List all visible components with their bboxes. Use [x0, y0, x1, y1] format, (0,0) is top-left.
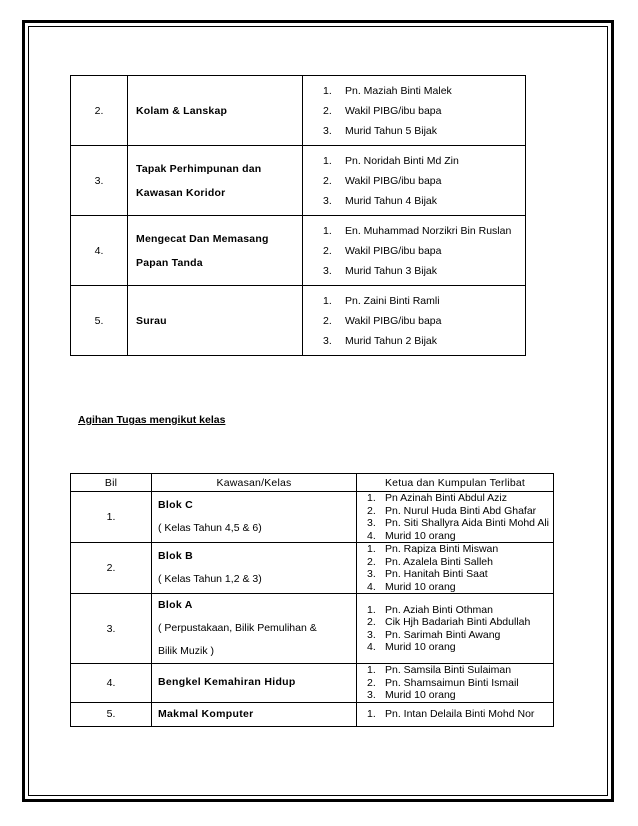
- area-name: Blok B: [158, 550, 194, 562]
- list-item: [323, 81, 525, 101]
- list-number: 1.: [323, 225, 332, 237]
- area-line: Kawasan Koridor: [136, 186, 226, 199]
- people-cell: [357, 594, 554, 664]
- people-cell: [303, 216, 526, 286]
- row-number: 2.: [71, 543, 152, 594]
- list-number: 1.: [323, 295, 332, 307]
- list-text: Murid Tahun 5 Bijak: [345, 125, 438, 137]
- table-row: [71, 492, 554, 543]
- area-line: Papan Tanda: [136, 256, 203, 269]
- list-text: Pn. Maziah Binti Malek: [345, 85, 452, 97]
- list-item: [367, 689, 553, 702]
- area-line: Mengecat Dan Memasang: [136, 232, 269, 245]
- list-number: 2.: [367, 504, 376, 517]
- list-item: [367, 641, 553, 654]
- list-item: [323, 171, 525, 191]
- list-item: [323, 101, 525, 121]
- header-kawasan: Kawasan/Kelas: [152, 474, 357, 492]
- list-text: Pn Azinah Binti Abdul Aziz: [385, 492, 507, 504]
- people-cell: [303, 146, 526, 216]
- area-cell: [128, 286, 303, 356]
- area-cell: [152, 664, 357, 703]
- list-text: Pn. Aziah Binti Othman: [385, 603, 493, 616]
- list-number: 2.: [323, 315, 332, 327]
- header-bil: Bil: [71, 474, 152, 492]
- list-text: Pn. Siti Shallyra Aida Binti Mohd Ali: [385, 517, 550, 529]
- area-name: Blok A: [158, 599, 193, 611]
- row-number: 5.: [71, 286, 128, 356]
- duty-table-area: [70, 75, 526, 356]
- row-number: 4.: [71, 216, 128, 286]
- list-item: [367, 505, 553, 518]
- list-item: [367, 517, 553, 530]
- list-number: 3.: [323, 125, 332, 137]
- area-name: Blok C: [158, 499, 194, 511]
- section-heading: Agihan Tugas mengikut kelas: [78, 414, 226, 426]
- list-text: Wakil PIBG/ibu bapa: [345, 175, 442, 187]
- list-number: 3.: [367, 689, 376, 701]
- people-cell: [357, 664, 554, 703]
- list-text: Pn. Noridah Binti Md Zin: [345, 155, 459, 167]
- list-item: [367, 664, 553, 677]
- area-desc: ( Perpustakaan, Bilik Pemulihan &: [158, 622, 317, 634]
- list-number: 2.: [367, 555, 376, 568]
- people-cell: [357, 492, 554, 543]
- list-text: Pn. Samsila Binti Sulaiman: [385, 664, 512, 676]
- area-line: Kolam & Lanskap: [136, 104, 228, 117]
- list-text: Pn. Rapiza Binti Miswan: [385, 543, 499, 555]
- list-number: 2.: [367, 616, 376, 628]
- list-item: [367, 530, 553, 543]
- area-name: Makmal Komputer: [158, 707, 254, 720]
- list-number: 3.: [367, 628, 376, 641]
- list-number: 1.: [367, 543, 376, 555]
- list-text: Wakil PIBG/ibu bapa: [345, 315, 442, 327]
- list-text: Wakil PIBG/ibu bapa: [345, 245, 442, 257]
- list-item: [367, 629, 553, 642]
- list-text: Murid 10 orang: [385, 641, 456, 653]
- list-number: 1.: [367, 492, 376, 504]
- list-text: Pn. Zaini Binti Ramli: [345, 295, 440, 307]
- list-item: [367, 543, 553, 556]
- area-cell: [152, 543, 357, 594]
- list-number: 4.: [367, 580, 376, 593]
- area-desc: ( Kelas Tahun 1,2 & 3): [158, 573, 262, 585]
- list-text: Murid 10 orang: [385, 689, 456, 701]
- list-number: 3.: [367, 568, 376, 580]
- row-number: 2.: [71, 76, 128, 146]
- area-cell: [128, 146, 303, 216]
- area-cell: [128, 76, 303, 146]
- area-line: Surau: [136, 314, 167, 327]
- list-item: [323, 291, 525, 311]
- list-text: Wakil PIBG/ibu bapa: [345, 105, 442, 117]
- list-item: [367, 616, 553, 629]
- list-item: [323, 331, 525, 351]
- area-name: Bengkel Kemahiran Hidup: [158, 676, 296, 689]
- table-row: [71, 216, 526, 286]
- list-number: 2.: [323, 105, 332, 117]
- row-number: 3.: [71, 594, 152, 664]
- list-item: [323, 241, 525, 261]
- area-desc: Bilik Muzik ): [158, 645, 215, 657]
- list-item: [367, 581, 553, 594]
- list-item: [323, 261, 525, 281]
- list-text: Pn. Nurul Huda Binti Abd Ghafar: [385, 504, 537, 517]
- people-cell: [357, 543, 554, 594]
- list-text: Cik Hjh Badariah Binti Abdullah: [385, 616, 531, 628]
- table-row: [71, 543, 554, 594]
- list-item: [367, 568, 553, 581]
- list-item: [367, 677, 553, 690]
- table-row: [71, 594, 554, 664]
- list-number: 2.: [323, 175, 332, 187]
- list-number: 1.: [367, 707, 376, 720]
- table-row: [71, 286, 526, 356]
- row-number: 5.: [71, 702, 152, 726]
- list-text: Pn. Shamsaimun Binti Ismail: [385, 676, 519, 689]
- list-text: Pn. Intan Delaila Binti Mohd Nor: [385, 707, 535, 720]
- row-number: 3.: [71, 146, 128, 216]
- table-row: [71, 664, 554, 703]
- area-line: Tapak Perhimpunan dan: [136, 162, 262, 175]
- list-text: Murid Tahun 2 Bijak: [345, 335, 438, 347]
- table-row: [71, 76, 526, 146]
- list-number: 2.: [323, 245, 332, 257]
- area-desc: ( Kelas Tahun 4,5 & 6): [158, 522, 262, 534]
- list-item: [367, 556, 553, 569]
- list-text: En. Muhammad Norzikri Bin Ruslan: [345, 225, 512, 237]
- area-cell: [128, 216, 303, 286]
- list-number: 1.: [367, 603, 376, 616]
- list-number: 3.: [323, 335, 332, 347]
- list-number: 2.: [367, 676, 376, 689]
- area-cell: [152, 492, 357, 543]
- list-number: 1.: [323, 155, 332, 167]
- list-item: [323, 311, 525, 331]
- table-row: [71, 702, 554, 726]
- list-item: [323, 121, 525, 141]
- list-text: Murid 10 orang: [385, 529, 456, 542]
- list-text: Murid Tahun 3 Bijak: [345, 265, 438, 277]
- list-item: [367, 492, 553, 505]
- area-cell: [152, 702, 357, 726]
- row-number: 1.: [71, 492, 152, 543]
- list-item: [367, 604, 553, 617]
- duty-table-class: [70, 473, 554, 727]
- list-text: Pn. Azalela Binti Salleh: [385, 555, 493, 568]
- list-item: [323, 221, 525, 241]
- list-text: Pn. Sarimah Binti Awang: [385, 628, 501, 641]
- people-cell: [303, 76, 526, 146]
- list-number: 4.: [367, 641, 376, 653]
- list-number: 1.: [323, 85, 332, 97]
- people-cell: [357, 702, 554, 726]
- list-text: Pn. Hanitah Binti Saat: [385, 568, 488, 580]
- list-item: [367, 708, 553, 721]
- table-header-row: [71, 474, 554, 492]
- table-row: [71, 146, 526, 216]
- list-text: Murid Tahun 4 Bijak: [345, 195, 438, 207]
- list-item: [323, 151, 525, 171]
- list-number: 3.: [323, 265, 332, 277]
- people-cell: [303, 286, 526, 356]
- list-number: 4.: [367, 529, 376, 542]
- list-number: 1.: [367, 664, 376, 676]
- area-cell: [152, 594, 357, 664]
- list-text: Murid 10 orang: [385, 580, 456, 593]
- list-number: 3.: [367, 517, 376, 529]
- row-number: 4.: [71, 664, 152, 703]
- header-ketua: Ketua dan Kumpulan Terlibat: [357, 474, 554, 492]
- list-number: 3.: [323, 195, 332, 207]
- list-item: [323, 191, 525, 211]
